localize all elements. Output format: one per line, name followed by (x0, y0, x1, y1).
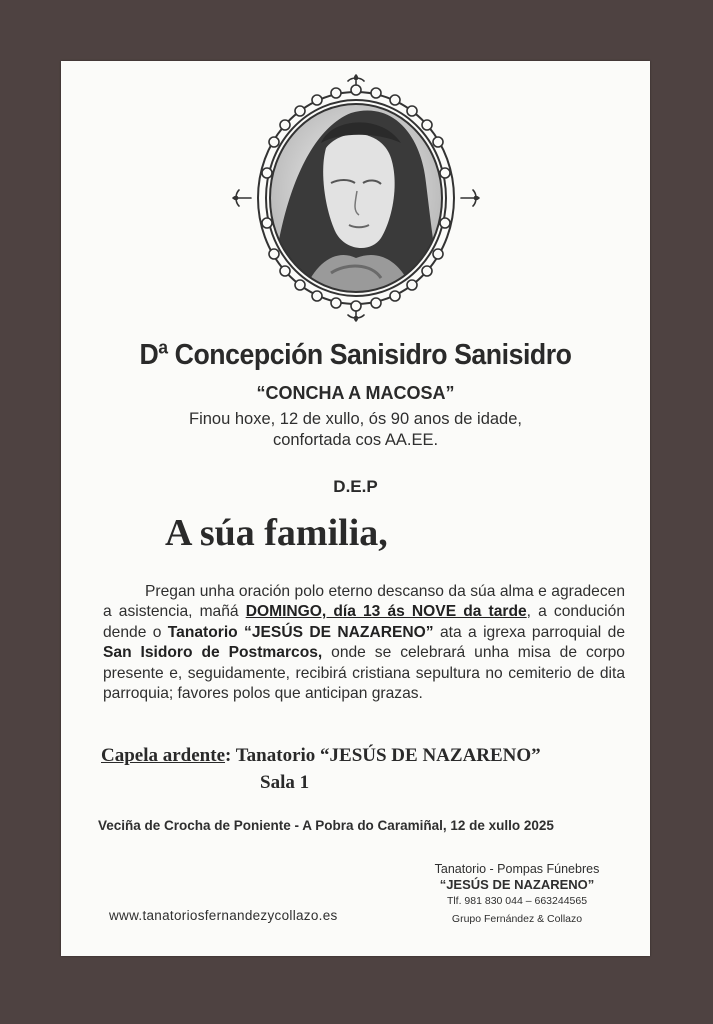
funeral-home-group: Grupo Fernández & Collazo (451, 913, 583, 925)
sacraments-statement: confortada cos AA.EE. (272, 431, 439, 449)
website-link[interactable]: www.tanatoriosfernandezycollazo.es (109, 908, 338, 923)
service-date: DOMINGO, día 13 ás NOVE da tarde (245, 603, 527, 621)
residence-and-date: Veciña de Crocha de Poniente - A Pobra do Caramiñal, 12 de xullo 2025 (98, 818, 554, 833)
death-statement: Finou hoxe, 12 de xullo, ós 90 anos de idade, (189, 410, 522, 428)
body-part-4: onde se celebrará unha misa de corpo presente e, seguidamente, recibirá cristiana sepultura no cemiterio de dita parroquia; favores polos que anticipan grazas. (103, 644, 625, 703)
chapel-room: Sala 1 (260, 772, 310, 793)
body-part-2: , a condución dende o (103, 603, 625, 641)
funeral-home-block (401, 861, 633, 927)
rip-label: D.E.P (333, 477, 378, 496)
church-name: San Isidoro de Postmarcos, (103, 644, 323, 662)
virgin-mary-portrait-emblem (231, 73, 481, 323)
chapel-label: Capela ardente (101, 745, 226, 766)
body-part-1: Pregan unha oración polo eterno descanso da súa alma e agradecen a asistencia, mañá (103, 583, 625, 621)
obituary-sheet (61, 61, 650, 956)
deceased-nickname: “CONCHA A MACOSA” (256, 383, 455, 403)
service-announcement (103, 582, 625, 704)
deceased-name: Dª Concepción Sanisidro Sanisidro (139, 339, 572, 371)
body-part-3: ata a igrexa parroquial de (433, 623, 625, 641)
funeral-home-title: Tanatorio - Pompas Fúnebres (434, 862, 600, 876)
funeral-home-name: “JESÚS DE NAZARENO” (439, 877, 595, 892)
chapel-value: : Tanatorio “JESÚS DE NAZARENO” (225, 745, 541, 766)
chapel-line (101, 745, 541, 767)
funeral-home-mention: Tanatorio “JESÚS DE NAZARENO” (167, 623, 434, 641)
family-heading: A súa familia, (165, 512, 388, 554)
funeral-home-phone: Tlf. 981 830 044 – 663244565 (446, 895, 588, 907)
